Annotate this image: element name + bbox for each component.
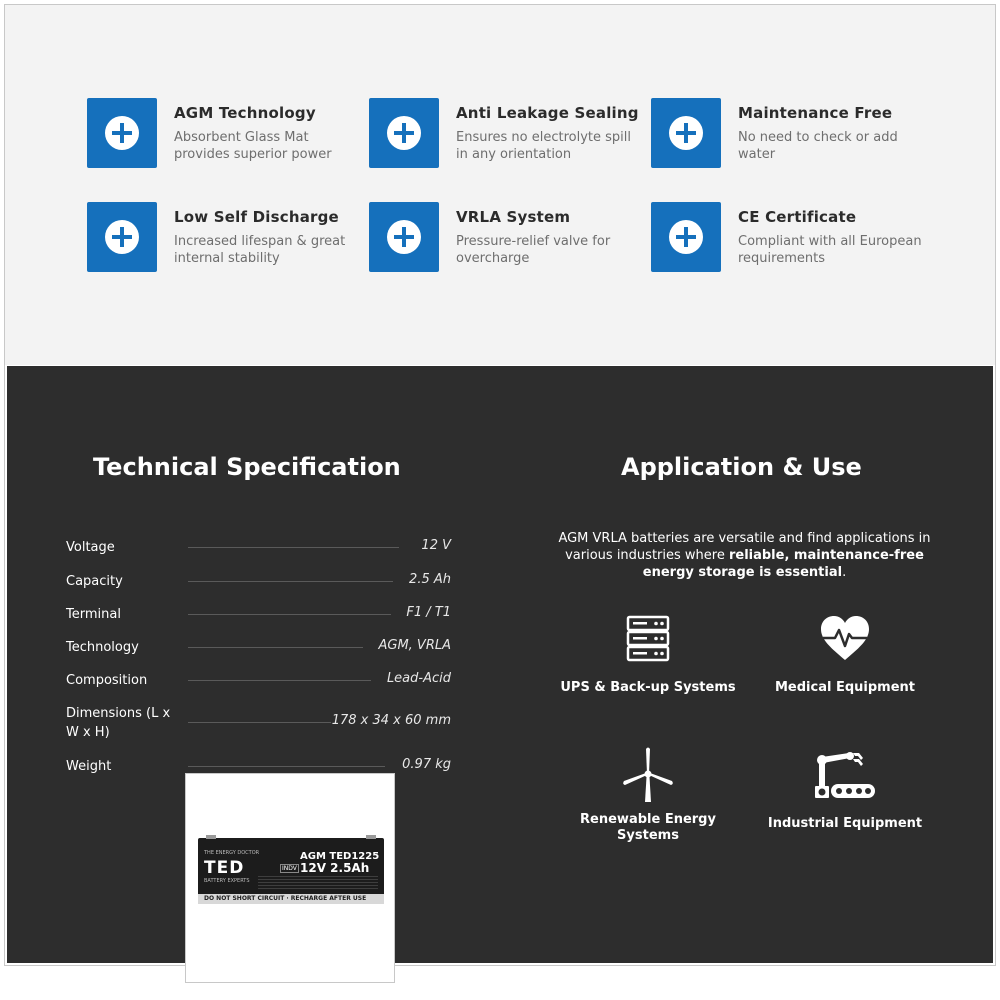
spec-label: Weight: [66, 759, 112, 774]
feature-title: Low Self Discharge: [174, 208, 339, 226]
wind-turbine-icon: [620, 746, 676, 804]
spec-value: 12 V: [421, 538, 451, 553]
plus-icon: [369, 202, 439, 272]
intro-end: .: [842, 565, 847, 580]
spec-divider: [188, 680, 371, 681]
spec-row-capacity: [66, 572, 451, 592]
app-medical: [750, 614, 940, 696]
app-label: Medical Equipment: [774, 680, 915, 695]
spec-value: Lead-Acid: [386, 671, 451, 686]
brand-tagline: THE ENERGY DOCTOR: [204, 850, 260, 856]
feature-low-self-discharge: [87, 202, 357, 272]
app-industrial: [750, 750, 940, 832]
features-section: [5, 5, 995, 365]
spec-value: 178 x 34 x 60 mm: [331, 713, 451, 728]
feature-anti-leakage: [369, 98, 639, 168]
feature-description: No need to check or add water: [738, 130, 898, 162]
server-rack-icon: [623, 614, 673, 664]
feature-title: CE Certificate: [738, 208, 857, 226]
app-renewable-energy: [553, 746, 743, 844]
plus-icon: [651, 98, 721, 168]
feature-title: Anti Leakage Sealing: [456, 104, 639, 122]
spec-value: 2.5 Ah: [409, 572, 451, 587]
spec-divider: [188, 614, 391, 615]
intro-emphasis: reliable, maintenance-free energy storage is essential: [642, 548, 924, 580]
spec-label: Technology: [66, 640, 139, 655]
plus-icon: [651, 202, 721, 272]
app-label: UPS & Back-up Systems: [560, 680, 736, 695]
feature-ce-certificate: [651, 202, 921, 272]
brand-logo: TED: [204, 858, 245, 878]
feature-title: Maintenance Free: [738, 104, 893, 122]
terminal-left: [206, 835, 216, 839]
battery-rating: 12V 2.5Ah: [300, 861, 370, 875]
plus-icon: [369, 98, 439, 168]
terminal-right: [366, 835, 376, 839]
plus-icon: [87, 202, 157, 272]
spec-row-composition: [66, 671, 451, 691]
application-title: Application & Use: [621, 453, 862, 481]
app-ups-backup: [553, 614, 743, 696]
feature-vrla-system: [369, 202, 639, 272]
warning-text: DO NOT SHORT CIRCUIT · RECHARGE AFTER USE: [204, 895, 367, 902]
app-label: Renewable Energy Systems: [580, 812, 716, 843]
spec-divider: [188, 547, 399, 548]
application-intro: [552, 530, 937, 581]
feature-title: AGM Technology: [174, 104, 316, 122]
spec-title: Technical Specification: [93, 453, 401, 481]
product-image-card[interactable]: [185, 773, 395, 983]
feature-description: Absorbent Glass Mat provides superior power: [174, 130, 332, 162]
spec-row-terminal: [66, 605, 451, 625]
spec-value: F1 / T1: [406, 605, 451, 620]
spec-divider: [188, 766, 385, 767]
feature-maintenance-free: [651, 98, 921, 168]
spec-value: AGM, VRLA: [378, 638, 451, 653]
spec-value: 0.97 kg: [402, 757, 451, 772]
spec-label: Composition: [66, 673, 148, 688]
spec-row-voltage: [66, 538, 451, 558]
spec-divider: [188, 581, 393, 582]
feature-title: VRLA System: [456, 208, 571, 226]
fine-print: [258, 876, 378, 890]
dark-section: [7, 366, 993, 963]
spec-label: Dimensions (L x W x H): [66, 706, 171, 740]
spec-divider: [188, 722, 331, 723]
spec-label: Voltage: [66, 540, 115, 555]
battery-product-image: [198, 838, 384, 904]
feature-description: Increased lifespan & great internal stability: [174, 234, 346, 266]
battery-model: AGM TED1225: [300, 851, 380, 862]
heart-pulse-icon: [819, 614, 871, 664]
feature-description: Ensures no electrolyte spill in any orientation: [456, 130, 632, 162]
robot-arm-icon: [813, 750, 877, 802]
app-label: Industrial Equipment: [767, 816, 923, 831]
spec-label: Capacity: [66, 574, 123, 589]
feature-description: Pressure-relief valve for overcharge: [456, 234, 611, 266]
spec-divider: [188, 647, 363, 648]
feature-description: Compliant with all European requirements: [738, 234, 922, 266]
cert-badge: INDV: [282, 865, 297, 872]
spec-label: Terminal: [66, 607, 121, 622]
feature-agm-technology: [87, 98, 357, 168]
intro-text: AGM VRLA batteries are versatile and find applications in various industries where: [558, 531, 931, 563]
spec-row-technology: [66, 638, 451, 658]
plus-icon: [87, 98, 157, 168]
brand-subtitle: BATTERY EXPERTS: [204, 878, 250, 884]
spec-row-dimensions: [66, 704, 451, 744]
